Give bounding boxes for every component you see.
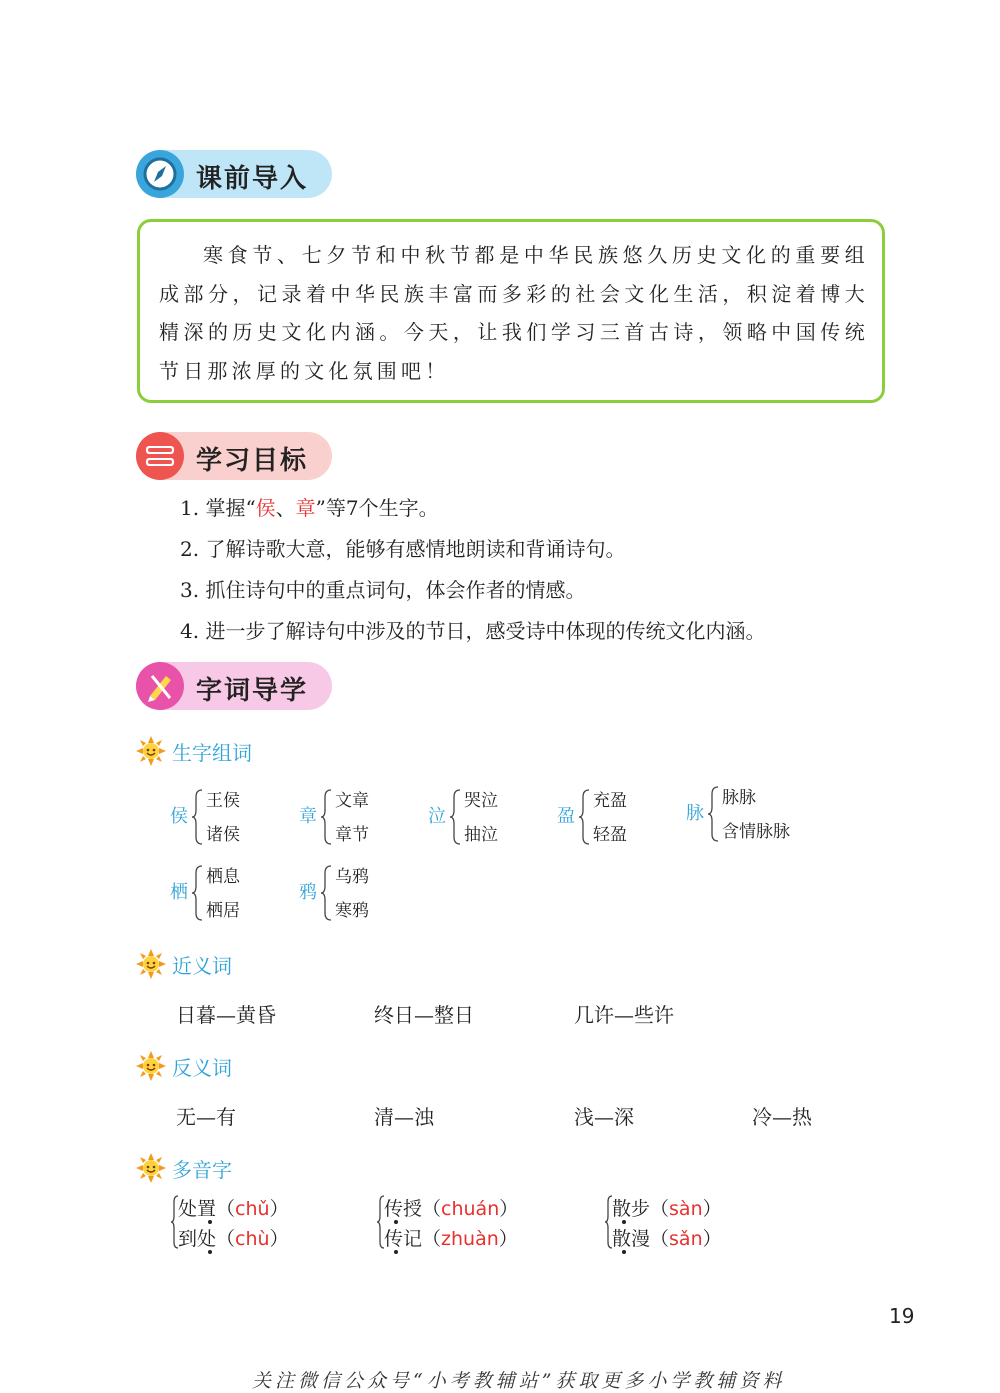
section-title: 课前导入 xyxy=(196,164,309,194)
group-word: 栖息 xyxy=(206,867,240,887)
sun-icon xyxy=(136,949,166,979)
emphasis-dot xyxy=(394,1220,398,1224)
polyphone-row: 散步（sàn） xyxy=(612,1198,722,1220)
pencil-icon xyxy=(136,662,184,710)
group-char: 鸦 xyxy=(299,882,317,903)
antonym-pair: 浅—深 xyxy=(574,1105,634,1129)
group-word: 文章 xyxy=(335,791,369,811)
brace-icon xyxy=(319,788,333,846)
subsection-title: 生字组词 xyxy=(172,741,252,765)
group-char: 盈 xyxy=(557,806,575,827)
polyphone-row: 散漫（sǎn） xyxy=(612,1228,722,1250)
group-char: 章 xyxy=(299,806,317,827)
polyphone-row: 到处（chù） xyxy=(178,1228,289,1250)
brace-icon xyxy=(319,864,333,922)
antonym-pair: 清—浊 xyxy=(374,1105,434,1129)
subsection-title: 反义词 xyxy=(172,1056,232,1080)
page-number: 19 xyxy=(889,1304,915,1328)
books-icon xyxy=(136,432,184,480)
antonym-pair: 冷—热 xyxy=(752,1105,812,1129)
section-header-words xyxy=(136,662,332,710)
brace-icon xyxy=(448,788,462,846)
goal-item-4: 4. 进一步了解诗句中涉及的节日，感受诗中体现的传统文化内涵。 xyxy=(180,619,766,643)
sun-icon xyxy=(136,1051,166,1081)
group-word: 王侯 xyxy=(206,791,240,811)
emphasis-dot xyxy=(208,1220,212,1224)
synonym-pair: 终日—整日 xyxy=(374,1003,474,1027)
group-char: 泣 xyxy=(428,806,446,827)
polyphone-row: 传记（zhuàn） xyxy=(384,1228,518,1250)
sun-icon xyxy=(136,736,166,766)
emphasis-dot xyxy=(622,1250,626,1254)
antonym-pair: 无—有 xyxy=(176,1105,236,1129)
char-group xyxy=(170,862,300,922)
emphasis-dot xyxy=(208,1250,212,1254)
brace-icon xyxy=(577,788,591,846)
group-word: 含情脉脉 xyxy=(722,822,790,842)
brace-icon xyxy=(190,864,204,922)
char-group xyxy=(170,786,300,846)
section-header-goals xyxy=(136,432,332,480)
intro-paragraph: 寒食节、七夕节和中秋节都是中华民族悠久历史文化的重要组成部分，记录着中华民族丰富而多彩的社会文化生活，积淀着博大精深的历史文化内涵。今天，让我们学习三首古诗，领略中国传统节日那浓厚的文化氛围吧！ xyxy=(159,243,869,383)
synonym-pair: 日暮—黄昏 xyxy=(176,1003,276,1027)
polyphone-group xyxy=(376,1194,576,1264)
group-word: 抽泣 xyxy=(464,825,498,845)
subsection-title: 多音字 xyxy=(172,1158,232,1182)
brace-icon xyxy=(706,785,720,843)
section-title: 学习目标 xyxy=(196,446,309,476)
emphasis-dot xyxy=(622,1220,626,1224)
group-char: 侯 xyxy=(170,806,188,827)
goal-item-2: 2. 了解诗歌大意，能够有感情地朗读和背诵诗句。 xyxy=(180,537,626,561)
section-title: 字词导学 xyxy=(196,676,309,706)
char-group xyxy=(686,783,826,843)
polyphone-group xyxy=(604,1194,804,1264)
emphasis-dot xyxy=(394,1250,398,1254)
group-char: 栖 xyxy=(170,882,188,903)
group-word: 栖居 xyxy=(206,901,240,921)
polyphone-row: 传授（chuán） xyxy=(384,1198,519,1220)
section-header-intro xyxy=(136,150,332,198)
goal-item-3: 3. 抓住诗句中的重点词句，体会作者的情感。 xyxy=(180,578,586,602)
char-group xyxy=(428,786,558,846)
group-word: 诸侯 xyxy=(206,825,240,845)
group-word: 轻盈 xyxy=(593,825,627,845)
subsection-title: 近义词 xyxy=(172,954,232,978)
group-char: 脉 xyxy=(686,803,704,824)
compass-icon xyxy=(136,150,184,198)
polyphone-row: 处置（chǔ） xyxy=(178,1198,289,1220)
char-group xyxy=(299,862,429,922)
synonym-pair: 几许—些许 xyxy=(574,1003,674,1027)
group-word: 寒鸦 xyxy=(335,901,369,921)
group-word: 充盈 xyxy=(593,791,627,811)
group-word: 脉脉 xyxy=(722,788,756,808)
brace-icon xyxy=(190,788,204,846)
char-group xyxy=(299,786,429,846)
footer-note: 关注微信公众号“小考教辅站”获取更多小学教辅资料 xyxy=(252,1370,786,1392)
sun-icon xyxy=(136,1153,166,1183)
group-word: 章节 xyxy=(335,825,369,845)
polyphone-group xyxy=(170,1194,370,1264)
goal-item-1: 1. 掌握“侯、章”等7个生字。 xyxy=(180,496,439,520)
group-word: 乌鸦 xyxy=(335,867,369,887)
group-word: 哭泣 xyxy=(464,791,498,811)
char-group xyxy=(557,786,687,846)
